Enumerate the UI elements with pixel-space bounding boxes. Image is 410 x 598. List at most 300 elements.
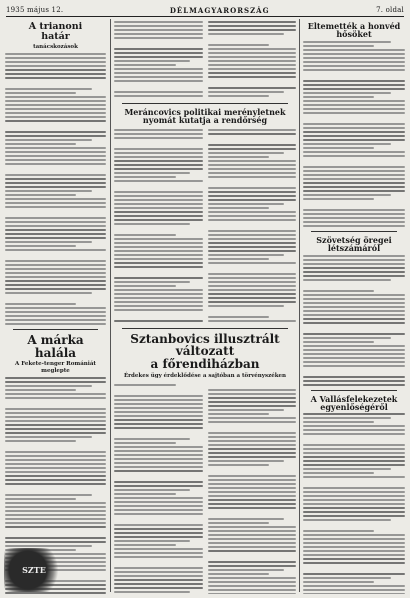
text-line (208, 421, 297, 423)
text-line (208, 499, 297, 501)
text-line (5, 120, 106, 122)
text-line (303, 460, 405, 462)
text-line (303, 104, 405, 106)
text-line (208, 230, 297, 232)
article-body (114, 19, 203, 99)
text-line (303, 593, 405, 594)
text-line (114, 571, 203, 573)
text-line (5, 303, 76, 305)
text-line (5, 112, 106, 114)
text-line (114, 164, 203, 166)
text-line (208, 577, 297, 579)
text-line (5, 65, 106, 67)
text-line (208, 129, 297, 131)
text-line (208, 585, 297, 587)
text-line (114, 540, 190, 542)
text-line (114, 285, 176, 287)
text-line (5, 217, 106, 219)
text-line (114, 56, 203, 58)
text-line (208, 60, 297, 62)
text-line (208, 64, 297, 66)
text-line (5, 190, 92, 192)
text-line (114, 148, 203, 150)
text-line (5, 268, 106, 270)
text-line (5, 272, 106, 274)
text-line (303, 507, 405, 509)
text-line (114, 497, 203, 499)
text-line (114, 68, 203, 70)
text-line (114, 250, 203, 252)
text-line (208, 491, 297, 493)
text-line (114, 583, 203, 585)
article-body (303, 413, 405, 594)
text-line (303, 57, 405, 59)
text-line (114, 454, 203, 456)
text-line (5, 319, 106, 321)
text-line (5, 284, 106, 286)
text-line (114, 575, 203, 577)
article-body (303, 41, 405, 227)
article-subheadline: A Fekete-tenger Romániát meglepte (15, 361, 96, 374)
text-line (208, 417, 297, 419)
text-line (303, 448, 405, 450)
text-line (303, 365, 405, 367)
text-line (114, 266, 203, 268)
text-line (303, 166, 405, 168)
text-line (208, 195, 297, 197)
text-line (5, 541, 106, 543)
text-line (208, 301, 297, 303)
text-line (208, 546, 297, 548)
text-line (303, 209, 405, 211)
article-headline: A Vallásfelekezetek egyenlőségéről (310, 393, 398, 412)
column-rule (110, 19, 111, 592)
text-line (114, 485, 203, 487)
text-line (5, 202, 106, 204)
text-line (208, 320, 297, 322)
text-line (5, 432, 106, 434)
text-line (5, 307, 106, 309)
text-line (114, 52, 203, 54)
text-line (208, 215, 297, 217)
text-line (303, 84, 405, 86)
text-line (5, 245, 76, 247)
text-line (5, 494, 92, 496)
text-line (303, 589, 405, 591)
text-line (114, 513, 203, 515)
text-line (303, 558, 405, 560)
text-line (303, 554, 405, 556)
text-line (114, 403, 203, 405)
text-line (114, 191, 203, 193)
text-line (5, 73, 106, 75)
text-line (303, 127, 405, 129)
text-line (303, 259, 405, 261)
text-line (5, 186, 106, 188)
text-line (5, 518, 106, 520)
text-line (114, 556, 203, 558)
text-line (208, 448, 297, 450)
text-line (114, 442, 176, 444)
feature-subheadline: Érdekes ügy érdeklődése a sajtóban a törvényszéken (123, 372, 287, 379)
text-line (208, 565, 297, 567)
text-line (5, 206, 106, 208)
text-line (114, 262, 203, 264)
text-line (114, 399, 203, 401)
text-line (5, 139, 92, 141)
text-line (303, 275, 405, 277)
column-center (114, 19, 296, 594)
text-line (208, 389, 297, 391)
text-line (5, 420, 106, 422)
text-line (5, 163, 106, 165)
text-line (303, 49, 405, 51)
text-line (5, 174, 106, 176)
text-line (303, 194, 391, 196)
page-number: 7. oldal (376, 6, 404, 14)
text-line (5, 592, 106, 594)
text-line (303, 290, 374, 292)
text-line (303, 417, 391, 419)
text-line (5, 194, 76, 196)
text-line (114, 176, 176, 178)
text-line (303, 88, 405, 90)
text-line (114, 289, 203, 291)
text-line (5, 233, 106, 235)
text-line (208, 503, 297, 505)
text-line (303, 421, 374, 423)
column-right (303, 19, 405, 594)
text-line (5, 116, 106, 118)
text-line (5, 440, 76, 442)
text-line (208, 316, 270, 318)
text-line (303, 190, 405, 192)
divider (122, 328, 288, 329)
text-line (208, 187, 297, 189)
text-line (5, 455, 106, 457)
text-line (208, 219, 297, 221)
text-line (5, 57, 106, 59)
text-line (303, 538, 405, 540)
text-line (303, 61, 405, 63)
text-line (303, 542, 405, 544)
text-line (303, 376, 405, 378)
text-line (114, 501, 203, 503)
text-line (5, 77, 106, 79)
text-line (208, 522, 270, 524)
text-line (114, 25, 203, 27)
text-line (208, 456, 297, 458)
text-line (303, 41, 391, 43)
text-line (303, 123, 405, 125)
text-line (114, 407, 203, 409)
text-line (303, 495, 405, 497)
text-line (303, 519, 391, 521)
text-line (5, 104, 106, 106)
text-line (114, 215, 203, 217)
text-line (303, 464, 405, 466)
text-line (5, 131, 106, 133)
text-line (208, 33, 284, 35)
text-line (114, 423, 203, 425)
text-line (208, 305, 284, 307)
text-line (114, 509, 203, 511)
text-line (303, 499, 405, 501)
text-line (114, 427, 203, 429)
text-line (208, 475, 297, 477)
text-line (114, 211, 203, 213)
text-line (303, 472, 374, 474)
text-line (303, 349, 405, 351)
text-line (114, 91, 203, 93)
text-line (303, 213, 405, 215)
text-line (303, 96, 374, 98)
text-line (303, 178, 405, 180)
text-line (208, 581, 297, 583)
text-line (5, 92, 76, 94)
text-line (303, 515, 405, 517)
text-line (5, 315, 106, 317)
text-line (208, 569, 284, 571)
text-line (208, 76, 297, 78)
text-line (5, 100, 106, 102)
text-line (208, 133, 297, 135)
text-line (208, 95, 270, 97)
text-line (5, 96, 106, 98)
text-line (114, 466, 203, 468)
text-line (303, 221, 405, 223)
text-line (114, 242, 203, 244)
text-line (303, 139, 405, 141)
text-line (208, 254, 284, 256)
text-line (303, 546, 405, 548)
text-line (5, 475, 106, 477)
text-line (303, 131, 405, 133)
text-line (208, 464, 270, 466)
text-line (303, 337, 391, 339)
text-line (208, 432, 297, 434)
text-line (208, 530, 297, 532)
text-line (208, 589, 297, 591)
text-line (303, 174, 405, 176)
text-line (303, 271, 405, 273)
text-line (114, 395, 203, 397)
text-line (303, 263, 405, 265)
text-line (114, 305, 203, 307)
text-line (5, 537, 106, 539)
text-line (208, 273, 297, 275)
text-line (303, 585, 405, 587)
text-line (208, 397, 297, 399)
text-line (5, 545, 92, 547)
text-line (5, 389, 76, 391)
text-line (114, 411, 203, 413)
text-line (5, 522, 106, 524)
article-headline: Szövetség öregei létszámáról (316, 234, 392, 254)
text-line (5, 451, 106, 453)
text-line (114, 133, 203, 135)
text-line (303, 217, 405, 219)
text-line (303, 155, 405, 157)
text-line (5, 276, 106, 278)
text-line (208, 285, 297, 287)
text-line (114, 301, 203, 303)
text-line (208, 277, 297, 279)
text-line (303, 182, 405, 184)
text-line (5, 61, 106, 63)
text-line (5, 249, 106, 251)
text-line (208, 21, 297, 23)
text-line (5, 428, 106, 430)
text-line (303, 108, 405, 110)
text-line (114, 172, 190, 174)
text-line (114, 199, 203, 201)
text-line (114, 238, 203, 240)
text-line (5, 225, 106, 227)
text-line (208, 436, 297, 438)
text-line (208, 258, 270, 260)
text-line (5, 147, 106, 149)
text-line (303, 80, 405, 82)
text-line (114, 195, 203, 197)
text-line (208, 262, 297, 264)
article-headline: Meráncovics politikai merényletnek nyomát kutatja a rendőrség (124, 107, 286, 126)
article-body (114, 127, 203, 324)
text-line (5, 69, 106, 71)
text-line (303, 333, 405, 335)
text-line (5, 323, 106, 325)
text-line (5, 412, 106, 414)
article-body (5, 53, 106, 325)
text-line (5, 182, 106, 184)
text-line (208, 164, 297, 166)
text-line (208, 152, 284, 154)
text-line (303, 279, 391, 281)
text-line (208, 518, 284, 520)
text-line (5, 53, 106, 55)
text-line (5, 393, 106, 395)
text-line (303, 135, 405, 137)
text-line (303, 456, 405, 458)
text-line (114, 591, 190, 593)
text-line (303, 581, 374, 583)
text-line (114, 48, 203, 50)
text-line (5, 178, 106, 180)
text-line (114, 33, 203, 35)
article-headline: A trianoni határ (28, 21, 83, 42)
text-line (114, 489, 190, 491)
text-line (114, 450, 203, 452)
text-line (5, 479, 106, 481)
text-line (303, 147, 374, 149)
text-line (5, 467, 106, 469)
text-line (208, 507, 297, 509)
text-line (5, 381, 106, 383)
text-line (303, 487, 405, 489)
text-line (114, 76, 203, 78)
text-line (114, 446, 203, 448)
text-line (5, 292, 92, 294)
text-line (114, 458, 203, 460)
text-line (208, 211, 297, 213)
text-line (5, 397, 106, 399)
text-line (303, 267, 405, 269)
text-line (5, 416, 106, 418)
text-line (5, 237, 106, 239)
text-line (208, 72, 297, 74)
text-line (208, 203, 284, 205)
text-line (114, 60, 190, 62)
divider (311, 390, 397, 391)
text-line (208, 176, 297, 178)
text-line (303, 294, 405, 296)
text-line (114, 505, 203, 507)
column-rule (299, 19, 300, 592)
text-line (303, 341, 374, 343)
text-line (114, 156, 203, 158)
text-line (114, 203, 203, 205)
text-line (114, 219, 203, 221)
text-line (208, 207, 270, 209)
text-line (114, 207, 203, 209)
text-line (114, 180, 203, 182)
text-line (208, 409, 284, 411)
text-line (5, 498, 76, 500)
text-line (208, 534, 297, 536)
text-line (303, 345, 405, 347)
text-line (5, 155, 106, 157)
text-line (5, 229, 106, 231)
divider (122, 103, 288, 104)
text-line (5, 241, 92, 243)
text-line (208, 405, 297, 407)
text-line (303, 534, 405, 536)
text-line (5, 459, 106, 461)
text-line (114, 470, 203, 472)
text-line (303, 433, 405, 435)
text-line (208, 293, 297, 295)
text-line (303, 384, 405, 386)
text-line (303, 302, 405, 304)
text-line (303, 429, 405, 431)
divider (311, 231, 397, 232)
text-line (303, 357, 405, 359)
text-line (114, 160, 203, 162)
text-line (5, 288, 106, 290)
text-line (114, 80, 203, 82)
text-line (303, 361, 405, 363)
library-stamp: SZTE (4, 548, 64, 592)
text-line (114, 281, 190, 283)
text-line (303, 92, 391, 94)
text-line (303, 353, 405, 355)
text-line (5, 463, 106, 465)
text-line (5, 280, 106, 282)
text-line (303, 503, 405, 505)
text-line (208, 238, 297, 240)
text-line (208, 87, 297, 89)
text-line (208, 191, 297, 193)
text-line (5, 198, 106, 200)
text-line (303, 476, 405, 478)
text-line (208, 593, 297, 594)
text-line (208, 68, 297, 70)
article-body (208, 19, 297, 99)
text-line (208, 401, 297, 403)
text-line (208, 168, 297, 170)
text-line (208, 52, 297, 54)
article-headline: A márka halála (27, 333, 84, 360)
